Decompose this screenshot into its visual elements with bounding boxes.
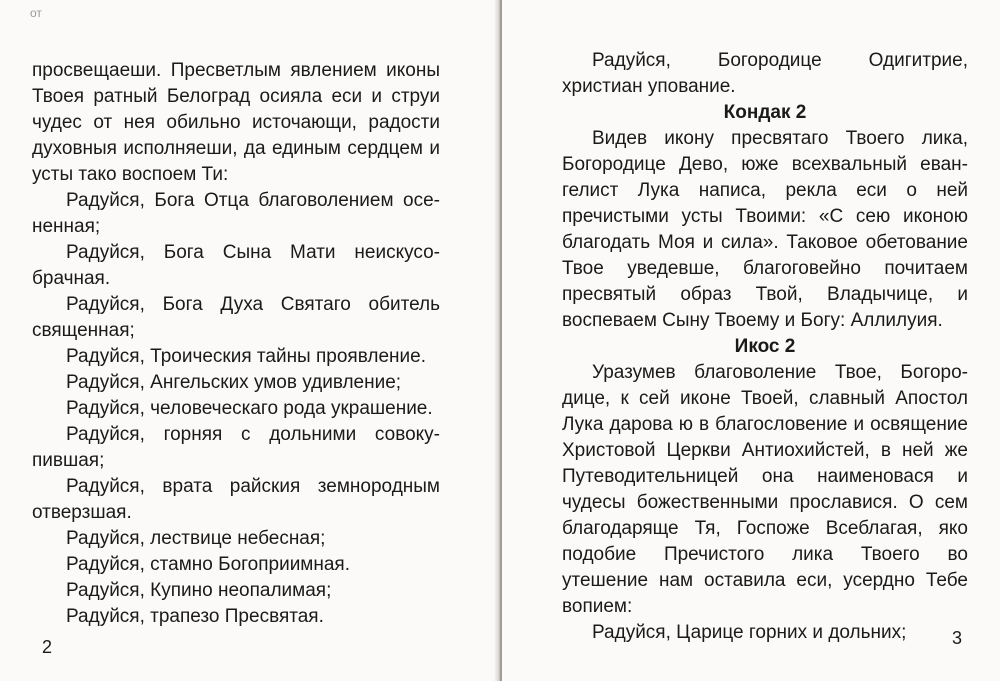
salutation-line: Радуйся, Троическия тайны проявление. — [66, 346, 426, 367]
salutation-line: Радуйся, врата райския земнородным отверзшая. — [32, 476, 440, 523]
page-number-right: 3 — [952, 628, 963, 648]
paragraph-opening: Радуйся, Богородице Одигитрие, христиан упование. — [562, 50, 968, 97]
salutation-line: Радуйся, Бога Отца благоволением осе-ненная; — [32, 190, 440, 237]
left-page-text — [32, 58, 440, 630]
salutation-line: Радуйся, стамно Богоприимная. — [66, 554, 350, 575]
ikos-heading: Икос 2 — [734, 336, 796, 357]
salutation-line: Радуйся, трапезо Пресвятая. — [66, 606, 324, 627]
kontakion-text: Видев икону пресвятаго Твоего лика, Богородице Дево, юже всехвальный еван-гелист Лука написа, рекла еси о ней пречистыми усты Твоими: «С сею иконою благодать Моя и сила». Таковое обетование Твое уведевше, благоговейно почитаем пресвятый образ Твой, Владычице, и воспеваем Сыну Твоему и Богу: Аллилуия. — [562, 128, 968, 331]
right-page — [502, 0, 1000, 681]
salutation-line: Радуйся, Купино неопалимая; — [66, 580, 332, 601]
salutation-line: Радуйся, человеческаго рода украшение. — [66, 398, 433, 419]
salutation-line: Радуйся, Ангельских умов удивление; — [66, 372, 402, 393]
kontakion-heading: Кондак 2 — [723, 102, 807, 123]
salutation-line: Радуйся, Бога Духа Святаго обитель священная; — [32, 294, 440, 341]
page-number-left: 2 — [42, 637, 53, 657]
salutation-line: Радуйся, Бога Сына Мати неискусо-брачная. — [32, 242, 440, 289]
paragraph-opening: просвещаеши. Пресветлым явлением иконы Твоея ратный Белоград осияла еси и струи чудес от нея обильно источающи, радости духовныя исполняеши, да единым сердцем и усты тако воспоем Ти: — [32, 60, 440, 185]
corner-mark: от — [30, 6, 42, 20]
salutation-line: Радуйся, лествице небесная; — [66, 528, 326, 549]
salutation-line: Радуйся, Царице горних и дольних; — [592, 622, 907, 643]
ikos-text: Уразумев благоволение Твое, Богоро-дице, к сей иконе Твоей, славный Апостол Лука дарова ю в благословение и освящение Христовой Церкви Антиохийстей, в ней же Путеводительницей она наименовася и чудесы божественными прославися. О сем благодаряще Тя, Госпоже Всеблагая, яко подобие Пречистого лика Твоего во утешение нам оставила еси, усердно Тебе вопием: — [562, 362, 968, 617]
right-page-text — [562, 48, 968, 646]
salutation-line: Радуйся, горняя с дольними совоку-пившая; — [32, 424, 440, 471]
